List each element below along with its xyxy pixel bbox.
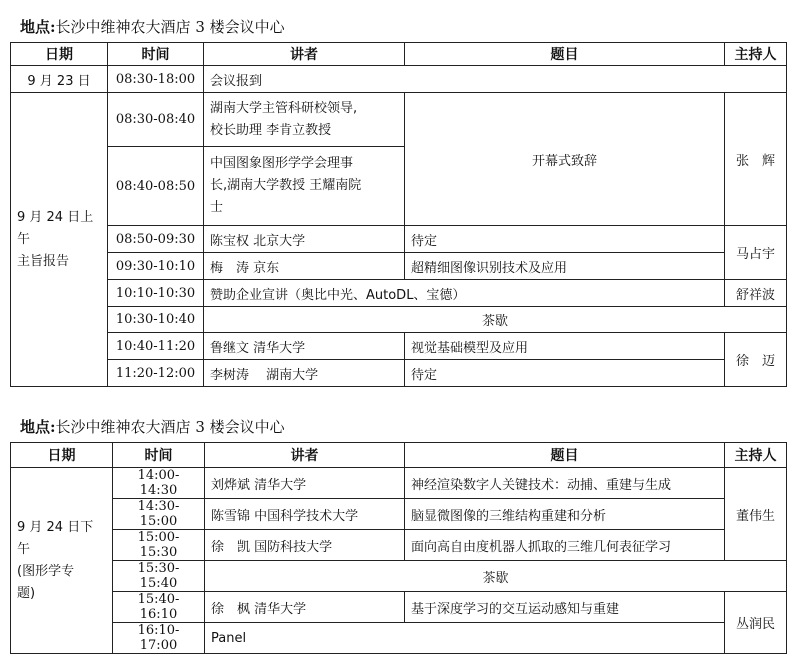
time-cell: 08:30-08:40 <box>108 93 204 147</box>
table-row <box>11 253 787 280</box>
table-row <box>11 561 787 592</box>
topic-cell: 视觉基础模型及应用 <box>405 333 725 360</box>
header-time: 时间 <box>113 443 205 468</box>
speaker-cell: 李树涛 湖南大学 <box>204 360 405 387</box>
speaker-cell: 梅 涛 京东 <box>204 253 405 280</box>
table-row <box>11 499 787 530</box>
topic-cell: 脑显微图像的三维结构重建和分析 <box>405 499 725 530</box>
speaker-cell: 中国图象图形学学会理事 长,湖南大学教授 王耀南院 士 <box>204 147 405 226</box>
time-cell: 15:30-15:40 <box>113 561 205 592</box>
header-host: 主持人 <box>725 443 787 468</box>
table-header-row <box>11 43 787 66</box>
header-topic: 题目 <box>405 443 725 468</box>
table-row <box>11 226 787 253</box>
time-cell: 09:30-10:10 <box>108 253 204 280</box>
header-host: 主持人 <box>725 43 787 66</box>
time-cell: 15:00-15:30 <box>113 530 205 561</box>
time-cell: 10:40-11:20 <box>108 333 204 360</box>
speaker-cell: 陈宝权 北京大学 <box>204 226 405 253</box>
table-row <box>11 468 787 499</box>
location-line-2 <box>20 416 285 438</box>
header-speaker: 讲者 <box>205 443 405 468</box>
date-cell: 9 月 23 日 <box>11 66 108 93</box>
table-row <box>11 623 787 654</box>
host-cell: 丛润民 <box>725 592 787 654</box>
table-row <box>11 333 787 360</box>
break-cell: 茶歇 <box>205 561 787 592</box>
content-cell: Panel <box>205 623 725 654</box>
topic-cell: 超精细图像识别技术及应用 <box>405 253 725 280</box>
location-label: 地点: <box>20 418 56 436</box>
time-cell: 16:10-17:00 <box>113 623 205 654</box>
speaker-cell: 徐 枫 清华大学 <box>205 592 405 623</box>
content-cell: 会议报到 <box>204 66 787 93</box>
location-label: 地点: <box>20 18 56 36</box>
host-cell: 舒祥波 <box>725 280 787 307</box>
schedule-table-morning <box>10 42 787 387</box>
table-row <box>11 592 787 623</box>
table-header-row <box>11 443 787 468</box>
time-cell: 10:10-10:30 <box>108 280 204 307</box>
time-cell: 08:30-18:00 <box>108 66 204 93</box>
location-value: 长沙中维神农大酒店 3 楼会议中心 <box>55 18 285 36</box>
topic-cell: 神经渲染数字人关键技术：动捕、重建与生成 <box>405 468 725 499</box>
header-speaker: 讲者 <box>204 43 405 66</box>
speaker-cell: 湖南大学主管科研校领导, 校长助理 李肯立教授 <box>204 93 405 147</box>
topic-cell: 基于深度学习的交互运动感知与重建 <box>405 592 725 623</box>
content-cell: 赞助企业宣讲（奥比中光、AutoDL、宝德） <box>204 280 725 307</box>
host-cell: 徐 迈 <box>725 333 787 387</box>
table-row <box>11 93 787 147</box>
time-cell: 14:00-14:30 <box>113 468 205 499</box>
topic-cell: 待定 <box>405 226 725 253</box>
location-line-1 <box>20 16 285 38</box>
speaker-cell: 陈雪锦 中国科学技术大学 <box>205 499 405 530</box>
topic-cell: 待定 <box>405 360 725 387</box>
location-value: 长沙中维神农大酒店 3 楼会议中心 <box>55 418 285 436</box>
opening-topic-cell: 开幕式致辞 <box>405 93 725 226</box>
topic-cell: 面向高自由度机器人抓取的三维几何表征学习 <box>405 530 725 561</box>
time-cell: 10:30-10:40 <box>108 307 204 333</box>
header-time: 时间 <box>108 43 204 66</box>
table-row <box>11 280 787 307</box>
host-cell: 董伟生 <box>725 468 787 561</box>
host-cell: 马占宇 <box>725 226 787 280</box>
table-row <box>11 307 787 333</box>
table-row <box>11 360 787 387</box>
time-cell: 11:20-12:00 <box>108 360 204 387</box>
date-block-afternoon: 9 月 24 日下午 (图形学专 题) <box>11 468 113 654</box>
table-row <box>11 66 787 93</box>
time-cell: 08:50-09:30 <box>108 226 204 253</box>
time-cell: 14:30-15:00 <box>113 499 205 530</box>
speaker-cell: 鲁继文 清华大学 <box>204 333 405 360</box>
date-block-morning: 9 月 24 日上午 主旨报告 <box>11 93 108 387</box>
header-date: 日期 <box>11 443 113 468</box>
host-cell: 张 辉 <box>725 93 787 226</box>
time-cell: 15:40-16:10 <box>113 592 205 623</box>
table-row <box>11 530 787 561</box>
break-cell: 茶歇 <box>204 307 787 333</box>
schedule-table-afternoon <box>10 442 787 654</box>
header-date: 日期 <box>11 43 108 66</box>
header-topic: 题目 <box>405 43 725 66</box>
speaker-cell: 刘烨斌 清华大学 <box>205 468 405 499</box>
speaker-cell: 徐 凯 国防科技大学 <box>205 530 405 561</box>
time-cell: 08:40-08:50 <box>108 147 204 226</box>
